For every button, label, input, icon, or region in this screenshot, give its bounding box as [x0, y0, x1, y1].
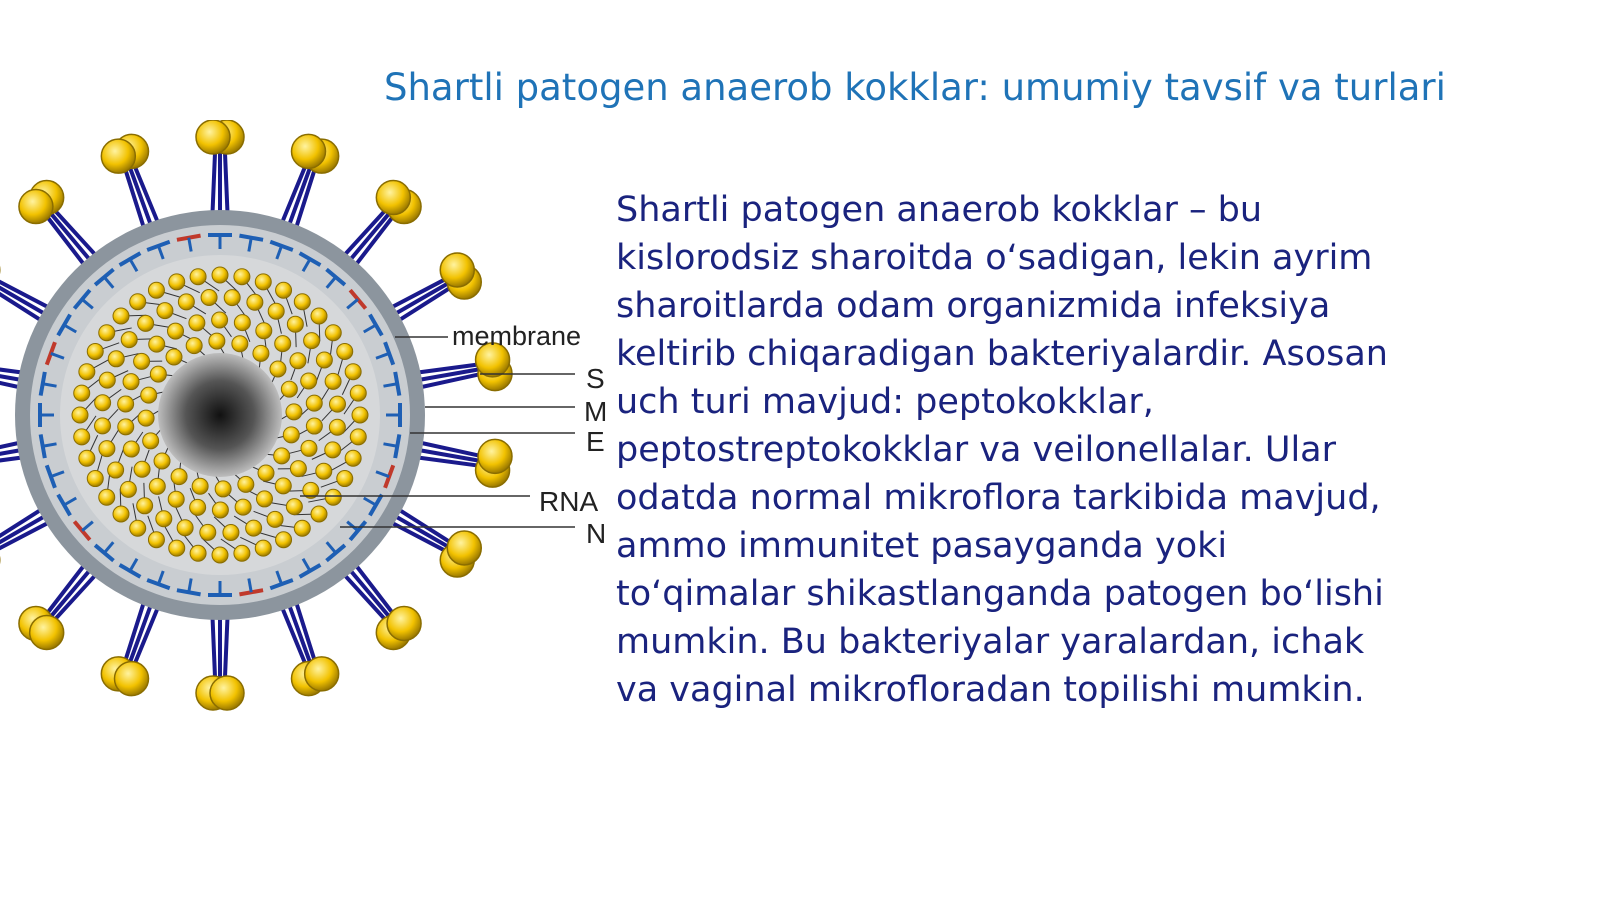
n-protein-bead: [337, 471, 353, 487]
n-protein-bead: [95, 418, 111, 434]
n-protein-bead: [99, 372, 115, 388]
n-protein-bead: [224, 290, 240, 306]
n-protein-bead: [113, 506, 129, 522]
core: [158, 353, 282, 477]
n-protein-bead: [283, 427, 299, 443]
n-protein-bead: [79, 364, 95, 380]
n-protein-bead: [270, 361, 286, 377]
n-protein-bead: [130, 520, 146, 536]
body-line: to‘qimalar shikastlanganda patogen bo‘lishi: [616, 574, 1384, 614]
n-protein-bead: [212, 267, 228, 283]
n-protein-bead: [350, 429, 366, 445]
n-protein-bead: [215, 481, 231, 497]
n-protein-bead: [118, 396, 134, 412]
body-line: keltirib chiqaradigan bakteriyalardir. Asosan: [616, 334, 1388, 374]
n-protein-bead: [178, 294, 194, 310]
n-protein-bead: [276, 282, 292, 298]
body-line: Shartli patogen anaerob kokklar – bu: [616, 190, 1263, 230]
n-protein-bead: [157, 303, 173, 319]
n-protein-bead: [290, 353, 306, 369]
slide-title: Shartli patogen anaerob kokklar: umumiy tavsif va turlari: [384, 66, 1446, 109]
n-protein-bead: [148, 532, 164, 548]
n-protein-bead: [99, 489, 115, 505]
n-protein-bead: [121, 332, 137, 348]
label-m: M: [584, 396, 608, 427]
n-protein-bead: [294, 520, 310, 536]
body-line: ammo immunitet pasayganda yoki: [616, 526, 1228, 566]
n-protein-bead: [156, 511, 172, 527]
n-protein-bead: [138, 410, 154, 426]
n-protein-bead: [281, 381, 297, 397]
n-protein-bead: [286, 404, 302, 420]
n-protein-bead: [154, 453, 170, 469]
n-protein-bead: [209, 333, 225, 349]
label-s: S: [586, 363, 605, 394]
n-protein-bead: [294, 294, 310, 310]
n-protein-bead: [212, 312, 228, 328]
n-protein-bead: [290, 461, 306, 477]
n-protein-bead: [352, 407, 368, 423]
n-protein-bead: [177, 520, 193, 536]
n-protein-bead: [345, 364, 361, 380]
body-paragraph: [616, 186, 1576, 714]
n-protein-bead: [171, 469, 187, 485]
body-line: kislorodsiz sharoitda o‘sadigan, lekin ayrim: [616, 238, 1373, 278]
body-line: uch turi mavjud: peptokokklar,: [616, 382, 1154, 422]
n-protein-bead: [256, 323, 272, 339]
n-protein-bead: [120, 481, 136, 497]
label-n: N: [586, 518, 607, 549]
n-protein-bead: [311, 308, 327, 324]
n-protein-bead: [168, 323, 184, 339]
n-protein-bead: [141, 387, 157, 403]
n-protein-bead: [286, 499, 302, 515]
n-protein-bead: [150, 366, 166, 382]
n-protein-bead: [190, 269, 206, 285]
n-protein-bead: [276, 532, 292, 548]
n-protein-bead: [192, 478, 208, 494]
label-membrane: membrane: [452, 321, 582, 351]
virus-structure-diagram-icon: [0, 120, 620, 720]
n-protein-bead: [134, 353, 150, 369]
n-protein-bead: [87, 471, 103, 487]
virus-diagram: [0, 120, 620, 720]
n-protein-bead: [306, 418, 322, 434]
n-protein-bead: [137, 498, 153, 514]
n-protein-bead: [301, 373, 317, 389]
n-protein-bead: [350, 385, 366, 401]
n-protein-bead: [275, 336, 291, 352]
n-protein-bead: [337, 343, 353, 359]
n-protein-bead: [235, 499, 251, 515]
n-protein-bead: [108, 351, 124, 367]
n-protein-bead: [316, 463, 332, 479]
n-protein-bead: [74, 385, 90, 401]
n-protein-bead: [247, 294, 263, 310]
n-protein-bead: [234, 269, 250, 285]
n-protein-bead: [149, 478, 165, 494]
n-protein-bead: [95, 395, 111, 411]
n-protein-bead: [74, 429, 90, 445]
body-line: mumkin. Bu bakteriyalar yaralardan, ichak: [616, 622, 1365, 662]
n-protein-bead: [274, 448, 290, 464]
n-protein-bead: [186, 338, 202, 354]
n-protein-bead: [234, 545, 250, 561]
n-protein-bead: [72, 407, 88, 423]
n-protein-bead: [275, 478, 291, 494]
n-protein-bead: [325, 442, 341, 458]
n-protein-bead: [79, 450, 95, 466]
n-protein-bead: [246, 520, 262, 536]
n-protein-bead: [223, 524, 239, 540]
n-protein-bead: [255, 274, 271, 290]
n-protein-bead: [189, 315, 205, 331]
n-protein-bead: [325, 325, 341, 341]
n-protein-bead: [138, 315, 154, 331]
n-protein-bead: [311, 506, 327, 522]
body-line: va vaginal mikrofloradan topilishi mumkin.: [616, 670, 1365, 710]
n-protein-bead: [255, 540, 271, 556]
spike: [196, 605, 244, 710]
n-protein-bead: [301, 440, 317, 456]
n-protein-bead: [325, 373, 341, 389]
n-protein-bead: [169, 540, 185, 556]
n-protein-bead: [232, 336, 248, 352]
n-protein-bead: [325, 489, 341, 505]
n-protein-bead: [329, 396, 345, 412]
body-line: peptostreptokokklar va veilonellalar. Ular: [616, 430, 1337, 470]
n-protein-bead: [316, 352, 332, 368]
n-protein-bead: [190, 499, 206, 515]
label-e: E: [586, 426, 605, 457]
n-protein-bead: [201, 290, 217, 306]
n-protein-bead: [200, 524, 216, 540]
n-protein-bead: [149, 336, 165, 352]
n-protein-bead: [134, 461, 150, 477]
n-protein-bead: [87, 343, 103, 359]
n-protein-bead: [123, 441, 139, 457]
n-protein-bead: [212, 547, 228, 563]
n-protein-bead: [212, 502, 228, 518]
n-protein-bead: [123, 374, 139, 390]
n-protein-bead: [329, 419, 345, 435]
n-protein-bead: [258, 465, 274, 481]
n-protein-bead: [99, 325, 115, 341]
n-protein-bead: [304, 333, 320, 349]
n-protein-bead: [190, 545, 206, 561]
body-line: sharoitlarda odam organizmida infeksiya: [616, 286, 1331, 326]
n-protein-bead: [306, 395, 322, 411]
n-protein-bead: [168, 491, 184, 507]
n-protein-bead: [118, 419, 134, 435]
n-protein-bead: [143, 433, 159, 449]
n-protein-bead: [99, 441, 115, 457]
n-protein-bead: [130, 294, 146, 310]
n-protein-bead: [113, 308, 129, 324]
n-protein-bead: [234, 315, 250, 331]
n-protein-bead: [256, 491, 272, 507]
n-protein-bead: [253, 345, 269, 361]
n-protein-bead: [166, 349, 182, 365]
n-protein-bead: [108, 462, 124, 478]
n-protein-bead: [238, 476, 254, 492]
body-line: odatda normal mikroflora tarkibida mavjud,: [616, 478, 1381, 518]
n-protein-bead: [148, 282, 164, 298]
n-protein-bead: [287, 316, 303, 332]
n-protein-bead: [345, 450, 361, 466]
spike: [196, 120, 244, 225]
label-rna: RNA: [539, 486, 599, 517]
n-protein-bead: [268, 303, 284, 319]
n-protein-bead: [169, 274, 185, 290]
n-protein-bead: [267, 511, 283, 527]
